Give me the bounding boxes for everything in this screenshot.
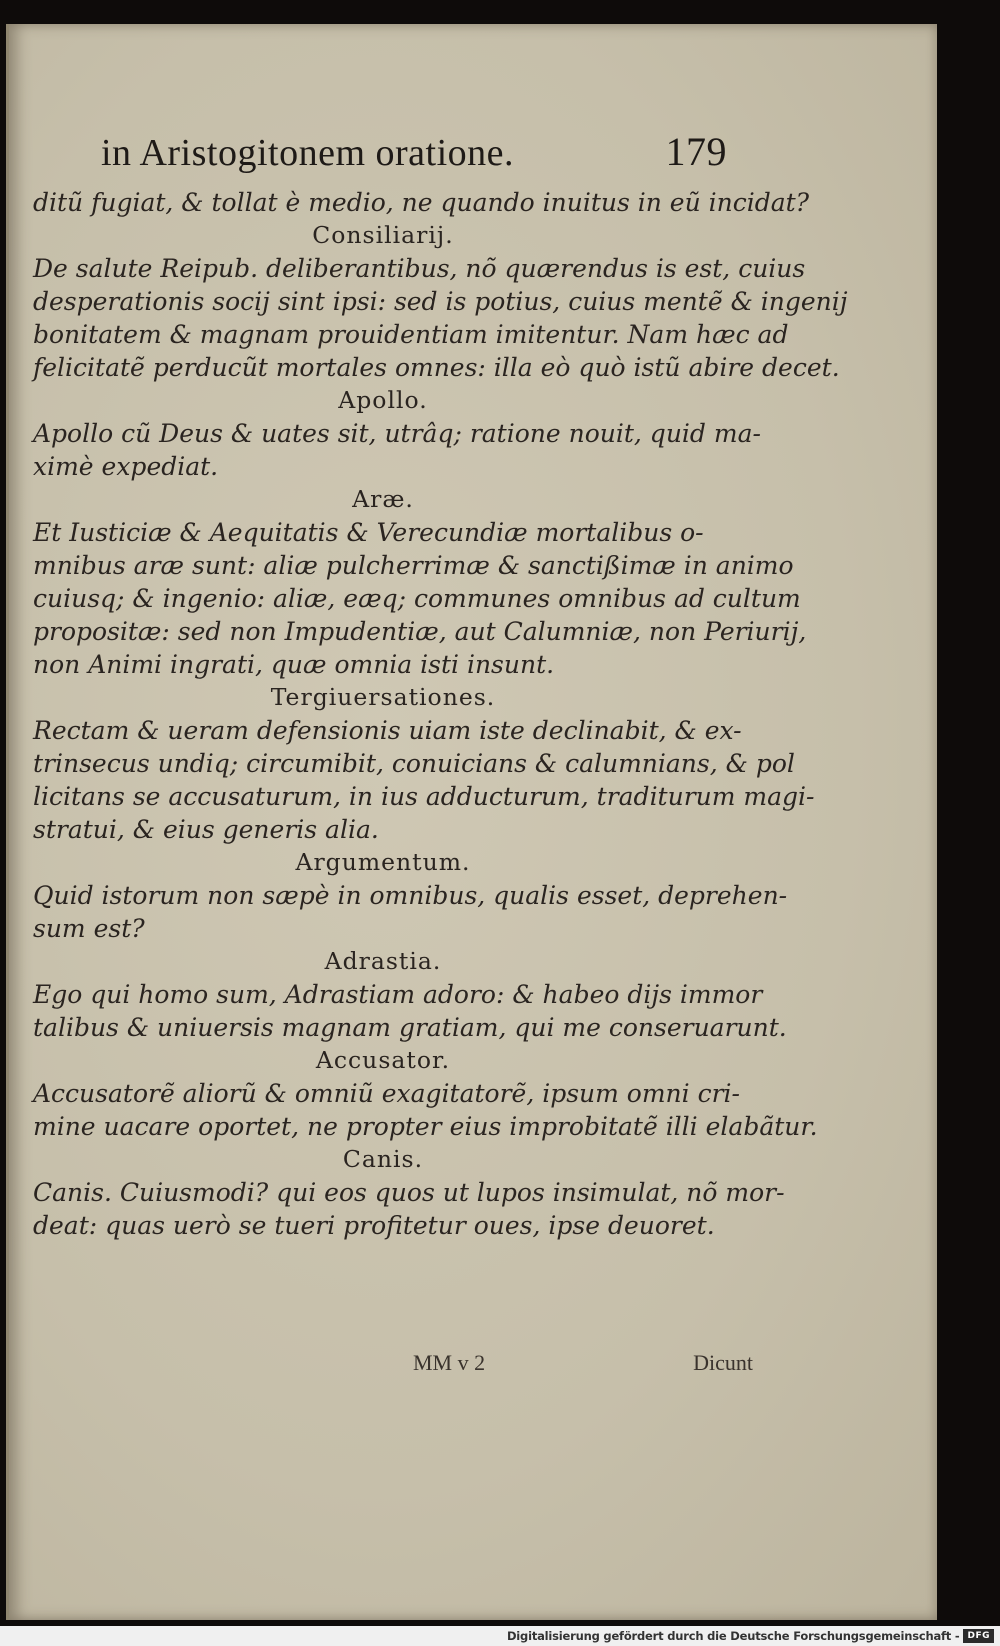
page-body: [33, 186, 848, 1242]
text-line: Apollo cũ Deus & uates sit, utrâq; ratione nouit, quid ma-: [33, 419, 761, 448]
catchword: Dicunt: [693, 1350, 753, 1375]
running-head: in Aristogitonem oratione.: [101, 132, 515, 174]
text-block: [33, 128, 848, 1242]
text-line: Ego qui homo sum, Adrastiam adoro: & habeo dijs immor: [33, 980, 763, 1009]
section-heading: Apollo.: [338, 386, 428, 414]
digitization-footer: [0, 1626, 1000, 1646]
text-line: ditũ fugiat, & tollat è medio, ne quando inuitus in eũ incidat?: [33, 188, 810, 217]
text-line: mine uacare oportet, ne propter eius improbitatẽ illi elabãtur.: [33, 1112, 818, 1141]
section-heading: Tergiuersationes.: [270, 683, 496, 711]
text-line: mnibus aræ sunt: aliæ pulcherrimæ & sanctißimæ in animo: [33, 551, 794, 580]
text-line: trinsecus undiq; circumibit, conuicians & calumnians, & pol: [33, 749, 795, 778]
text-line: Et Iusticiæ & Aequitatis & Verecundiæ mortalibus o-: [33, 518, 704, 547]
section-heading: Canis.: [342, 1145, 424, 1173]
text-line: licitans se accusaturum, in ius adducturum, traditurum magi-: [33, 782, 815, 811]
text-line: talibus & uniuersis magnam gratiam, qui me conseruarunt.: [33, 1013, 787, 1042]
text-line: non Animi ingrati, quæ omnia isti insunt.: [33, 650, 555, 679]
text-line: stratui, & eius generis alia.: [33, 815, 379, 844]
text-line: De salute Reipub. deliberantibus, nõ quærendus is est, cuius: [33, 254, 806, 283]
section-heading: Aræ.: [352, 485, 414, 513]
text-line: deat: quas uerò se tueri profitetur oues, ipse deuoret.: [33, 1211, 715, 1240]
text-line: cuiusq; & ingenio: aliæ, eæq; communes omnibus ad cultum: [33, 584, 801, 613]
dfg-logo: DFG: [963, 1629, 994, 1643]
funding-credit: Digitalisierung gefördert durch die Deutsche Forschungsgemeinschaft -: [506, 1629, 960, 1643]
signature-mark: MM v 2: [413, 1350, 486, 1375]
section-heading: Adrastia.: [324, 947, 442, 975]
page-header: [33, 128, 731, 186]
text-line: propositæ: sed non Impudentiæ, aut Calumniæ, non Periurij,: [33, 617, 807, 646]
page-foot: [413, 1350, 753, 1376]
text-line: bonitatem & magnam prouidentiam imitentur. Nam hæc ad: [33, 320, 789, 349]
page-number: 179: [665, 129, 727, 174]
book-page: [6, 24, 937, 1620]
text-line: Accusatorẽ aliorũ & omniũ exagitatorẽ, ipsum omni cri-: [33, 1079, 740, 1108]
text-line: ximè expediat.: [33, 452, 219, 481]
section-heading: Accusator.: [315, 1046, 451, 1074]
text-line: felicitatẽ perducũt mortales omnes: illa eò quò istũ abire decet.: [33, 353, 840, 382]
text-line: desperationis socij sint ipsi: sed is potius, cuius mentẽ & ingenij: [33, 287, 848, 316]
section-heading: Consiliarij.: [312, 221, 454, 249]
text-line: Rectam & ueram defensionis uiam iste declinabit, & ex-: [33, 716, 742, 745]
text-line: sum est?: [33, 914, 145, 943]
text-line: Quid istorum non sæpè in omnibus, qualis esset, deprehen-: [33, 881, 788, 910]
text-line: Canis. Cuiusmodi? qui eos quos ut lupos insimulat, nõ mor-: [33, 1178, 785, 1207]
section-heading: Argumentum.: [295, 848, 471, 876]
